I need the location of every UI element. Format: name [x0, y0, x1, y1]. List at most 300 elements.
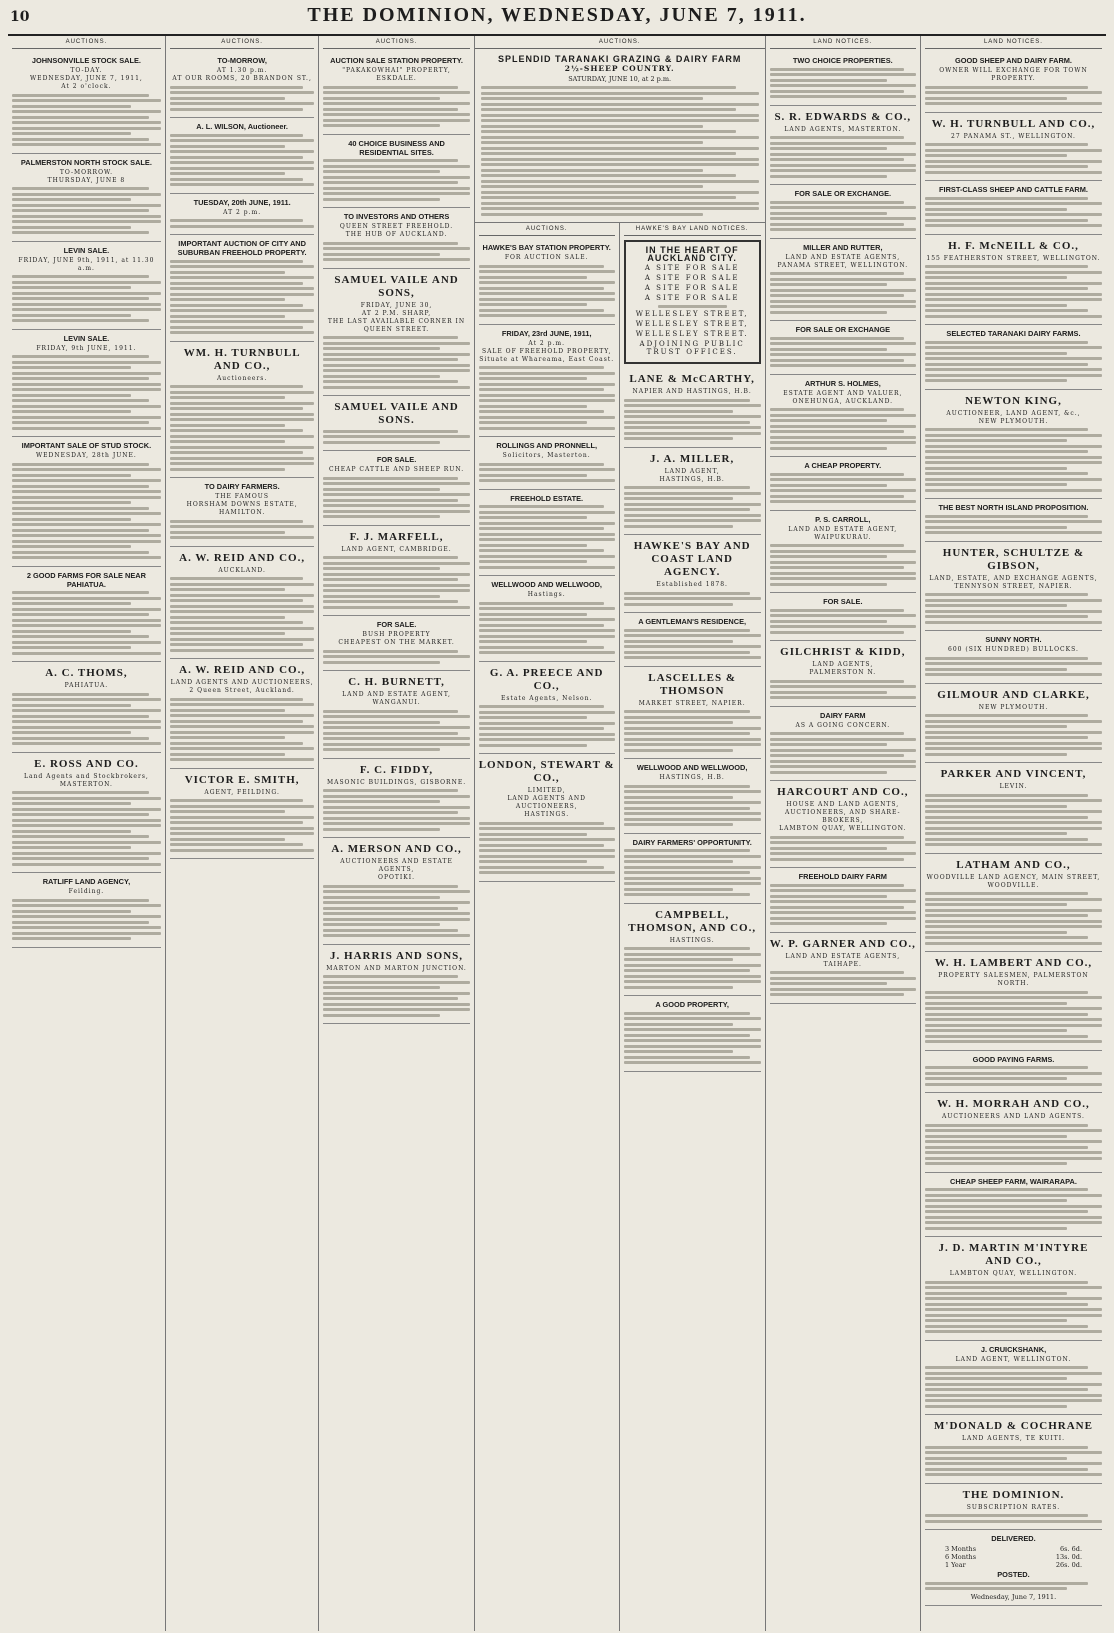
ad-line: LAND AGENT, WELLINGTON. — [955, 1355, 1072, 1363]
text-line — [624, 785, 750, 788]
text-line — [770, 680, 905, 683]
ad-line: AT 2 P.M. SHARP, — [361, 309, 432, 317]
text-line — [925, 898, 1102, 901]
text-line — [479, 270, 615, 273]
text-line — [323, 595, 440, 598]
text-line — [479, 298, 615, 301]
text-line — [323, 885, 458, 888]
ad-line: HASTINGS. — [669, 936, 715, 944]
text-line — [770, 841, 916, 844]
page-number: 10 — [10, 9, 30, 25]
ad-line: WEDNESDAY, JUNE 7, 1911, — [30, 75, 143, 82]
ad-heading: NEWTON KING, — [965, 394, 1062, 407]
text-line — [770, 353, 916, 356]
text-line — [925, 920, 1102, 923]
text-line — [170, 108, 303, 111]
advertisement — [770, 239, 916, 322]
text-line — [624, 1039, 761, 1042]
text-line — [770, 90, 905, 93]
text-line — [170, 145, 286, 148]
text-line — [170, 525, 315, 528]
text-line — [925, 1205, 1102, 1208]
text-line — [170, 139, 315, 142]
text-line — [925, 1066, 1088, 1069]
section-heading: AUCTIONS. — [475, 36, 765, 49]
text-line — [624, 415, 761, 418]
text-line — [323, 482, 469, 485]
text-line — [12, 835, 149, 838]
text-line — [12, 377, 149, 380]
text-line — [479, 860, 588, 863]
ad-line: THURSDAY, JUNE 8 — [47, 176, 126, 184]
ad-heading: J. HARRIS AND SONS, — [330, 949, 464, 962]
advertisement — [925, 1237, 1102, 1341]
text-line — [624, 866, 761, 869]
text-line — [12, 613, 149, 616]
text-line — [12, 427, 161, 430]
text-line — [624, 855, 761, 858]
text-line — [770, 348, 887, 351]
text-line — [925, 1582, 1088, 1585]
advertisement — [624, 834, 761, 904]
text-line — [770, 572, 916, 575]
text-line — [170, 418, 315, 421]
ad-line: Hastings. — [527, 591, 566, 598]
ad-heading: ARTHUR S. HOLMES, — [804, 378, 881, 388]
advertisement — [925, 499, 1102, 542]
text-line — [624, 818, 761, 821]
text-line — [925, 434, 1102, 437]
rates-posted-label: POSTED. — [997, 1570, 1030, 1579]
advertisement — [925, 1484, 1102, 1531]
ad-heading: LATHAM AND CO., — [956, 858, 1071, 871]
text-line — [624, 958, 734, 961]
text-line — [12, 485, 149, 488]
text-line — [170, 183, 315, 186]
text-line — [170, 97, 286, 100]
ad-heading: PARKER AND VINCENT, — [940, 768, 1087, 780]
text-line — [12, 863, 161, 866]
advertisement — [479, 490, 615, 577]
text-line — [624, 860, 734, 863]
text-line — [925, 1188, 1088, 1191]
advertisement — [770, 593, 916, 641]
text-line — [770, 441, 916, 444]
ad-line: Land Agents and Stockbrokers, — [24, 772, 149, 780]
ad-heading: J. D. MARTIN M'INTYRE AND CO., — [938, 1242, 1089, 1267]
ad-heading: PALMERSTON NORTH STOCK SALE. — [20, 157, 152, 167]
text-line — [481, 185, 703, 188]
text-line — [12, 926, 161, 929]
text-line — [770, 311, 887, 314]
text-line — [770, 631, 905, 634]
advertisement — [925, 763, 1102, 854]
text-line — [925, 914, 1088, 917]
ad-list — [479, 239, 615, 882]
text-line — [12, 841, 161, 844]
text-line — [770, 743, 887, 746]
text-line — [323, 589, 469, 592]
text-line — [925, 219, 1088, 222]
rates-row — [925, 1553, 1102, 1561]
text-line — [925, 520, 1102, 523]
ad-line: TO-MORROW. — [59, 168, 114, 176]
text-line — [12, 540, 161, 543]
text-line — [323, 997, 458, 1000]
text-line — [323, 375, 440, 378]
ad-heading: GOOD PAYING FARMS. — [972, 1054, 1055, 1064]
text-line — [479, 629, 615, 632]
text-line — [925, 515, 1088, 518]
text-line — [481, 147, 759, 150]
advertisement — [770, 457, 916, 511]
text-line — [624, 497, 734, 500]
text-line — [12, 110, 161, 113]
text-line — [170, 265, 315, 268]
text-line — [925, 445, 1102, 448]
advertisement — [170, 342, 315, 479]
text-line — [770, 164, 916, 167]
text-line — [323, 726, 469, 729]
text-line — [925, 287, 1088, 290]
ad-heading: SUNNY NORTH. — [985, 635, 1042, 644]
text-line — [12, 105, 131, 108]
advertisement — [770, 707, 916, 782]
text-line — [770, 566, 905, 569]
text-line — [770, 153, 916, 156]
text-line — [770, 414, 916, 417]
text-line — [624, 1056, 750, 1059]
text-line — [479, 410, 604, 413]
text-line — [12, 709, 161, 712]
text-line — [170, 599, 303, 602]
columns — [8, 36, 1106, 1631]
rates-table — [925, 1545, 1102, 1569]
text-line — [925, 903, 1067, 906]
text-line — [12, 187, 149, 190]
text-line — [323, 488, 440, 491]
text-line — [323, 901, 469, 904]
text-line — [479, 366, 604, 369]
text-line — [323, 584, 469, 587]
text-line — [12, 468, 161, 471]
text-line — [479, 533, 615, 536]
text-line — [770, 884, 905, 887]
text-line — [925, 892, 1088, 895]
text-line — [624, 421, 750, 424]
text-line — [170, 632, 286, 635]
text-line — [170, 610, 315, 613]
rates-period: 6 Months — [944, 1553, 977, 1561]
text-line — [624, 399, 750, 402]
text-line — [925, 1216, 1102, 1219]
text-line — [479, 372, 615, 375]
text-line — [479, 727, 604, 730]
text-line — [481, 152, 737, 155]
ad-line: LAND AGENT, CAMBRIDGE. — [341, 545, 452, 553]
text-line — [170, 86, 303, 89]
ad-heading: F. J. MARFELL, — [349, 530, 444, 543]
feature-ad — [475, 52, 765, 223]
text-line — [925, 805, 1067, 808]
text-line — [925, 271, 1102, 274]
text-line — [479, 516, 588, 519]
text-line — [624, 525, 734, 528]
text-line — [925, 1292, 1067, 1295]
text-line — [925, 1457, 1067, 1460]
text-line — [925, 91, 1102, 94]
text-line — [170, 709, 286, 712]
text-line — [925, 368, 1102, 371]
text-line — [479, 651, 615, 654]
text-line — [12, 635, 149, 638]
text-line — [323, 86, 458, 89]
text-line — [624, 801, 761, 804]
text-line — [624, 953, 761, 956]
text-line — [624, 807, 750, 810]
advertisement — [323, 526, 469, 617]
text-line — [323, 435, 469, 438]
text-line — [925, 1013, 1088, 1016]
ad-heading: HAWKE'S BAY AND COAST LAND AGENCY. — [633, 540, 751, 578]
text-line — [770, 906, 905, 909]
text-line — [624, 721, 734, 724]
text-line — [479, 377, 588, 380]
text-line — [925, 1451, 1102, 1454]
text-line — [323, 562, 469, 565]
text-line — [323, 510, 469, 513]
text-line — [624, 503, 761, 506]
text-line — [925, 197, 1088, 200]
ad-line: LAND AND ESTATE AGENT, — [342, 691, 451, 698]
text-line — [770, 911, 916, 914]
ad-line: LEVIN. — [999, 783, 1028, 790]
text-line — [170, 309, 315, 312]
ad-line: TAIHAPE. — [823, 960, 862, 968]
text-line — [12, 116, 149, 119]
text-line — [323, 380, 458, 383]
text-line — [479, 733, 615, 736]
text-line — [12, 630, 131, 633]
text-line — [624, 432, 761, 435]
ad-line: AUCKLAND. — [218, 566, 266, 574]
text-line — [925, 298, 1102, 301]
ad-line: LAND AGENTS, TE KUITI. — [961, 1435, 1065, 1442]
text-line — [12, 507, 149, 510]
ad-line: AGENT, FEILDING. — [204, 788, 280, 796]
ad-heading: LASCELLES & THOMSON — [648, 671, 737, 697]
text-line — [925, 1473, 1102, 1476]
text-line — [479, 844, 604, 847]
text-line — [770, 206, 916, 209]
text-line — [925, 1377, 1067, 1380]
section-heading: AUCTIONS. — [323, 36, 469, 49]
text-line — [925, 1157, 1102, 1160]
ad-line: FRIDAY, JUNE 30, — [360, 301, 433, 309]
ad-heading: THE BEST NORTH ISLAND PROPOSITION. — [938, 503, 1089, 512]
ad-line: Solicitors, Masterton. — [502, 452, 591, 459]
text-line — [770, 555, 887, 558]
advertisement — [624, 368, 761, 448]
ad-heading: 40 CHOICE BUSINESS AND RESIDENTIAL SITES. — [348, 138, 445, 157]
text-line — [170, 91, 315, 94]
text-line — [12, 209, 149, 212]
advertisement — [170, 52, 315, 118]
ad-heading: A. W. REID AND CO., — [179, 551, 306, 564]
text-line — [170, 821, 303, 824]
text-line — [925, 1162, 1067, 1165]
text-line — [770, 982, 887, 985]
ad-heading: W. H. LAMBERT AND CO., — [934, 957, 1093, 969]
text-line — [925, 1199, 1067, 1202]
ad-heading: F. C. FIDDY, — [359, 763, 434, 776]
text-line — [479, 394, 615, 397]
text-line — [925, 160, 1102, 163]
box-item: A SITE FOR SALE — [644, 274, 740, 282]
column-6 — [766, 36, 921, 1631]
text-line — [624, 1045, 761, 1048]
ad-line: WOODVILLE LAND AGENCY, MAIN STREET, WOODVILLE. — [926, 873, 1101, 889]
ad-line: NEW PLYMOUTH. — [978, 703, 1049, 711]
text-line — [12, 652, 161, 655]
ad-line: At 2 o'clock. — [61, 83, 112, 90]
auckland-site-box — [624, 240, 761, 364]
text-line — [481, 108, 737, 111]
text-line — [624, 486, 750, 489]
text-line — [170, 178, 303, 181]
text-line — [624, 404, 761, 407]
ad-line: 2 Queen Street, Auckland. — [189, 687, 295, 694]
ad-line: LAND AGENTS AND AUCTIONEERS, — [507, 795, 586, 810]
text-line — [323, 800, 440, 803]
text-line — [323, 1003, 469, 1006]
ad-line: AS A GOING CONCERN. — [795, 721, 891, 729]
text-line — [170, 172, 286, 175]
section-heading: HAWKE'S BAY LAND NOTICES. — [624, 223, 761, 236]
text-line — [323, 499, 458, 502]
text-line — [170, 753, 286, 756]
ad-line: CHEAPEST ON THE MARKET. — [338, 639, 455, 646]
text-line — [925, 102, 1102, 105]
text-line — [12, 715, 149, 718]
text-line — [770, 561, 916, 564]
ad-line: MARTON AND MARTON JUNCTION. — [326, 964, 467, 972]
text-line — [170, 736, 286, 739]
text-line — [323, 242, 458, 245]
text-line — [323, 441, 440, 444]
advertisement — [925, 235, 1102, 326]
box-street: WELLESLEY STREET, — [635, 310, 749, 318]
advertisement — [925, 1341, 1102, 1416]
text-line — [925, 816, 1088, 819]
ad-heading: TO DAIRY FARMERS. — [204, 482, 280, 491]
text-line — [770, 175, 887, 178]
text-line — [170, 396, 286, 399]
text-line — [624, 603, 734, 606]
ad-heading: J. CRUICKSHANK, — [980, 1344, 1047, 1354]
ad-line: WAIPUKURAU. — [814, 533, 872, 541]
text-line — [925, 662, 1102, 665]
ad-heading: FREEHOLD DAIRY FARM — [798, 872, 887, 881]
advertisement — [12, 154, 161, 242]
text-line — [12, 937, 131, 940]
ad-line: AUCTIONEERS AND LAND AGENTS. — [942, 1113, 1085, 1120]
text-line — [925, 731, 1102, 734]
text-line — [479, 705, 604, 708]
text-line — [770, 544, 905, 547]
column-5-lower — [620, 223, 765, 1631]
ad-heading: A. L. WILSON, Auctioneer. — [196, 122, 288, 131]
text-line — [170, 643, 303, 646]
ad-line: LAND AGENTS AND AUCTIONEERS, — [170, 679, 314, 686]
text-line — [12, 490, 161, 493]
text-line — [12, 215, 161, 218]
text-line — [323, 934, 469, 937]
text-line — [770, 609, 905, 612]
text-line — [170, 287, 315, 290]
text-line — [12, 846, 131, 849]
text-line — [624, 508, 750, 511]
subscription-rates — [925, 1530, 1102, 1606]
text-line — [479, 607, 615, 610]
text-line — [479, 866, 604, 869]
text-line — [479, 618, 615, 621]
text-line — [170, 816, 315, 819]
text-line — [481, 169, 703, 172]
text-line — [770, 283, 887, 286]
text-line — [925, 357, 1102, 360]
text-line — [170, 649, 315, 652]
text-line — [624, 727, 761, 730]
text-line — [12, 529, 149, 532]
text-line — [12, 619, 161, 622]
advertisement — [12, 242, 161, 330]
text-line — [12, 416, 161, 419]
advertisement — [624, 904, 761, 997]
ad-heading: DAIRY FARMERS' OPPORTUNITY. — [632, 837, 752, 847]
ad-heading: RATLIFF LAND AGENCY, — [42, 877, 131, 886]
text-line — [479, 421, 588, 424]
advertisement — [624, 996, 761, 1072]
text-line — [479, 538, 615, 541]
text-line — [624, 888, 734, 891]
ad-heading: CHEAP SHEEP FARM, WAIRARAPA. — [950, 1176, 1077, 1186]
ad-line: ESTATE AGENT AND VALUER, — [783, 389, 903, 397]
rates-row — [925, 1545, 1102, 1553]
text-line — [624, 597, 761, 600]
text-line — [624, 893, 750, 896]
text-line — [12, 545, 131, 548]
text-line — [770, 447, 887, 450]
text-line — [12, 704, 131, 707]
text-line — [323, 907, 458, 910]
text-line — [170, 725, 315, 728]
ad-heading: WELLWOOD AND WELLWOOD, — [491, 580, 602, 589]
column-2 — [166, 36, 320, 1631]
text-line — [481, 92, 759, 95]
text-line — [925, 1399, 1102, 1402]
text-line — [323, 336, 458, 339]
text-line — [925, 794, 1088, 797]
rates-footer: Wednesday, June 7, 1911. — [970, 1592, 1057, 1601]
text-line — [925, 450, 1088, 453]
text-line — [12, 297, 149, 300]
text-line — [170, 638, 315, 641]
text-line — [323, 159, 458, 162]
text-line — [479, 624, 604, 627]
advertisement — [12, 873, 161, 948]
text-line — [12, 366, 131, 369]
